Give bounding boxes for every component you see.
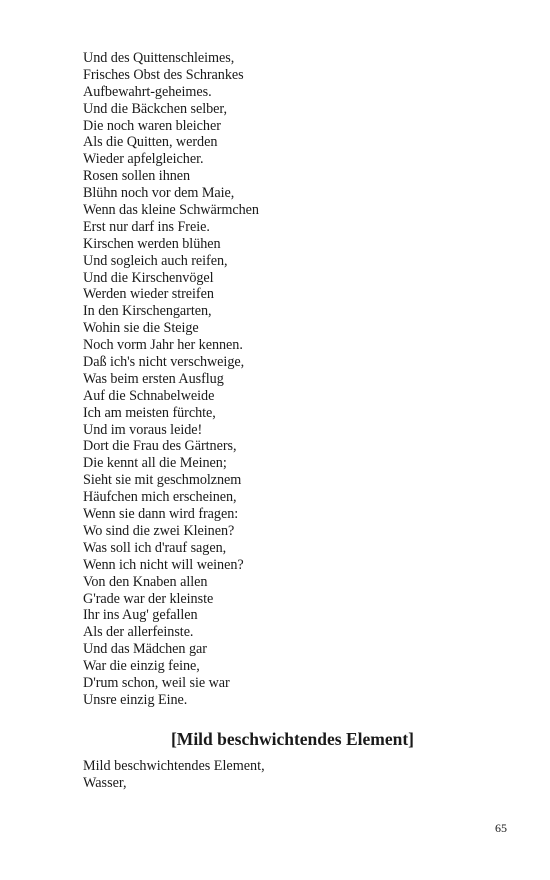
poem-line: D'rum schon, weil sie war — [83, 674, 230, 691]
poem-opening-lines — [83, 758, 265, 792]
poem-line: Mild beschwichtendes Element, — [83, 758, 265, 774]
poem-line: G'rade war der kleinste — [83, 590, 214, 607]
poem-line: Und das Mädchen gar — [83, 641, 207, 658]
poem-line: Und sogleich auch reifen, — [83, 252, 228, 269]
poem-line: Rosen sollen ihnen — [83, 168, 191, 185]
page-number: 65 — [495, 821, 507, 835]
poem-line: Werden wieder streifen — [83, 286, 214, 303]
poem-line: In den Kirschengarten, — [83, 303, 212, 320]
poem-line: Von den Knaben allen — [83, 573, 208, 590]
poem-line: Die noch waren bleicher — [83, 117, 221, 134]
poem-title: [Mild beschwichtendes Element] — [170, 729, 415, 749]
poem-line: Was soll ich d'rauf sagen, — [83, 539, 227, 556]
poem-line: Kirschen werden blühen — [83, 235, 221, 252]
poem-line: Wieder apfelgleicher. — [83, 151, 204, 168]
poem-line: Frisches Obst des Schrankes — [83, 66, 244, 83]
poem-line: Dort die Frau des Gärtners, — [83, 438, 237, 455]
poem-line: Und die Bäckchen selber, — [83, 100, 227, 117]
poem-line: Wo sind die zwei Kleinen? — [83, 522, 235, 539]
poem-line: Blühn noch vor dem Maie, — [83, 185, 235, 202]
poem-line: Wasser, — [83, 774, 127, 791]
poem-line: Und im voraus leide! — [83, 421, 203, 438]
poem-line: Auf die Schnabelweide — [83, 387, 215, 404]
poem-line: Noch vorm Jahr her kennen. — [83, 337, 243, 354]
poem-line: Wenn sie dann wird fragen: — [83, 506, 239, 523]
poem-line: Häufchen mich erscheinen, — [83, 489, 237, 506]
poem-stanza — [83, 50, 259, 709]
poem-line: Und die Kirschenvögel — [83, 269, 214, 286]
poem-line: War die einzig feine, — [83, 658, 200, 675]
poem-line: Und des Quittenschleimes, — [83, 50, 235, 66]
poem-line: Sieht sie mit geschmolznem — [83, 472, 242, 489]
poem-line: Die kennt all die Meinen; — [83, 455, 227, 472]
poem-line: Erst nur darf ins Freie. — [83, 218, 210, 235]
poem-line: Aufbewahrt-geheimes. — [83, 83, 212, 100]
poem-line: Wohin sie die Steige — [83, 320, 199, 337]
poem-line: Ich am meisten fürchte, — [83, 404, 216, 421]
poem-line: Daß ich's nicht verschweige, — [83, 354, 245, 371]
poem-line: Was beim ersten Ausflug — [83, 370, 224, 387]
poem-line: Wenn das kleine Schwärmchen — [83, 202, 259, 219]
poem-line: Als der allerfeinste. — [83, 624, 194, 641]
poem-line: Ihr ins Aug' gefallen — [83, 607, 198, 624]
poem-line: Als die Quitten, werden — [83, 134, 218, 151]
poem-line: Wenn ich nicht will weinen? — [83, 556, 244, 573]
poem-line: Unsre einzig Eine. — [83, 691, 188, 708]
